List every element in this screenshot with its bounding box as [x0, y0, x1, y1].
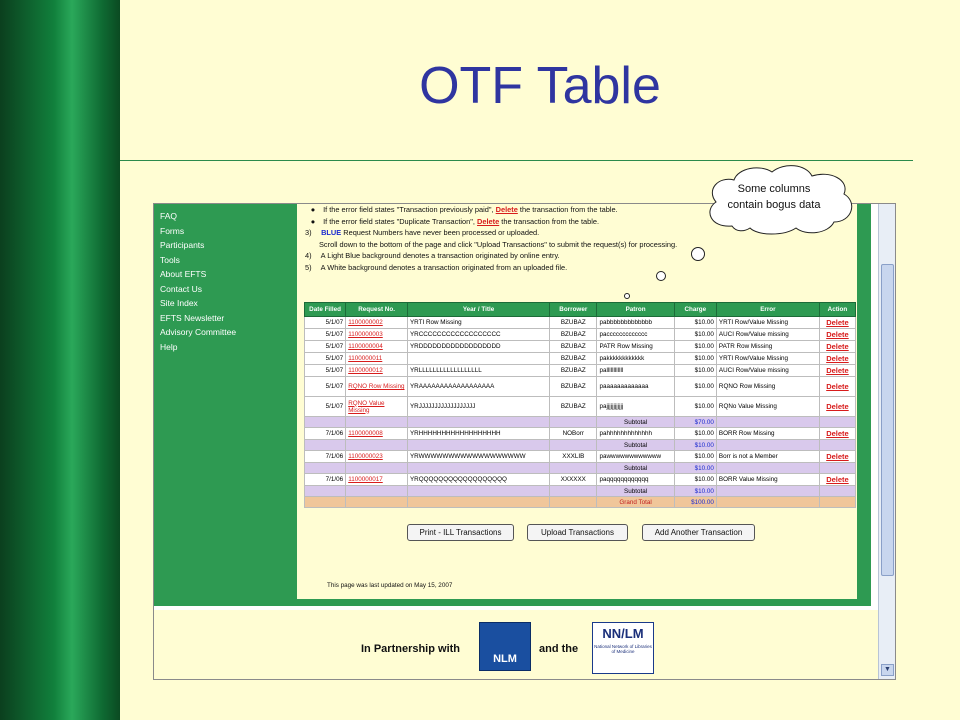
empty-cell — [346, 440, 408, 451]
title-cell: YRHHHHHHHHHHHHHHHHHH — [407, 428, 549, 440]
patron-cell: pajjjjjjjjjjjj — [597, 397, 674, 417]
request-number-link[interactable]: 1100000017 — [346, 474, 408, 486]
table-header-row — [305, 303, 856, 317]
callout-text: Some columns contain bogus data — [727, 183, 821, 211]
delete-link[interactable]: Delete — [819, 353, 855, 365]
slide-title: OTF Table — [419, 57, 661, 115]
sidebar-link[interactable]: Forms — [160, 225, 185, 236]
table-row — [305, 397, 856, 417]
instruction-3: 3) BLUE Request Numbers have never been processed or uploaded. — [305, 228, 540, 237]
sidebar-link[interactable]: Site Index — [160, 298, 198, 308]
empty-cell — [550, 440, 597, 451]
empty-cell — [305, 486, 346, 497]
subtotal-value: $10.00 — [674, 440, 716, 451]
callout-tail-dot — [656, 271, 666, 281]
sidebar-link[interactable]: Participants — [160, 240, 205, 250]
patron-cell: paqqqqqqqqqqqq — [597, 474, 674, 486]
subtotal-label: Subtotal — [597, 417, 674, 428]
subtotal-label: Subtotal — [597, 486, 674, 497]
borrower-cell: XXXLIB — [550, 451, 597, 463]
error-cell: AUCI Row/Value missing — [716, 365, 819, 377]
table-row — [305, 474, 856, 486]
column-header: Patron — [597, 303, 674, 317]
table-row — [305, 377, 856, 397]
empty-cell — [716, 463, 819, 474]
date-cell: 7/1/06 — [305, 474, 346, 486]
subtotal-row — [305, 463, 856, 474]
column-header: Action — [819, 303, 855, 317]
empty-cell — [407, 463, 549, 474]
empty-cell — [819, 417, 855, 428]
empty-cell — [346, 417, 408, 428]
empty-cell — [407, 440, 549, 451]
borrower-cell: XXXXXX — [550, 474, 597, 486]
column-header: Year / Title — [407, 303, 549, 317]
slide-left-bar — [0, 0, 120, 720]
empty-cell — [819, 486, 855, 497]
empty-cell — [305, 417, 346, 428]
charge-cell: $10.00 — [674, 474, 716, 486]
table-row — [305, 317, 856, 329]
request-number-link[interactable]: 1100000011 — [346, 353, 408, 365]
error-cell: BORR Value Missing — [716, 474, 819, 486]
empty-cell — [346, 486, 408, 497]
error-cell: Borr is not a Member — [716, 451, 819, 463]
date-cell: 5/1/07 — [305, 341, 346, 353]
charge-cell: $10.00 — [674, 329, 716, 341]
instruction-4: 4) A Light Blue background denotes a transaction originated by online entry. — [305, 251, 560, 260]
error-cell: PATR Row Missing — [716, 341, 819, 353]
date-cell: 5/1/07 — [305, 317, 346, 329]
delete-link[interactable]: Delete — [819, 341, 855, 353]
borrower-cell: BZUBAZ — [550, 397, 597, 417]
empty-cell — [407, 417, 549, 428]
sidebar-link[interactable]: Contact Us — [160, 283, 203, 294]
column-header: Charge — [674, 303, 716, 317]
patron-cell: paaaaaaaaaaaaa — [597, 377, 674, 397]
borrower-cell: BZUBAZ — [550, 317, 597, 329]
subtotal-value: $10.00 — [674, 486, 716, 497]
request-number-link[interactable]: RQNO Row Missing — [346, 377, 408, 397]
sidebar-link[interactable]: EFTS Newsletter — [160, 312, 225, 323]
instruction-bullet-1: ● If the error field states "Transaction previously paid", Delete the transaction from the table. — [305, 204, 677, 216]
table-row — [305, 451, 856, 463]
charge-cell: $10.00 — [674, 428, 716, 440]
date-cell: 7/1/06 — [305, 451, 346, 463]
title-cell: YRAAAAAAAAAAAAAAAAAA — [407, 377, 549, 397]
scroll-down-icon[interactable]: ▼ — [881, 664, 894, 676]
title-cell: YRCCCCCCCCCCCCCCCCCC — [407, 329, 549, 341]
table-row — [305, 365, 856, 377]
sidebar-link[interactable]: Tools — [160, 254, 180, 265]
title-cell: YRQQQQQQQQQQQQQQQQQQ — [407, 474, 549, 486]
column-header: Error — [716, 303, 819, 317]
nnlm-logo[interactable]: NN/LM National Network of Libraries of Medicine — [592, 622, 654, 674]
bullet-icon: ● — [310, 216, 316, 226]
charge-cell: $10.00 — [674, 341, 716, 353]
empty-cell — [550, 463, 597, 474]
error-cell: RQNo Value Missing — [716, 397, 819, 417]
table-row — [305, 428, 856, 440]
instruction-5: 5) A White background denotes a transaction originated from an uploaded file. — [305, 262, 568, 272]
table-row — [305, 329, 856, 341]
subtotal-row — [305, 486, 856, 497]
empty-cell — [716, 417, 819, 428]
borrower-cell: BZUBAZ — [550, 329, 597, 341]
charge-cell: $10.00 — [674, 365, 716, 377]
sidebar-link[interactable]: About EFTS — [160, 269, 207, 279]
web-page-screenshot — [153, 203, 896, 680]
request-number-link[interactable]: 1100000008 — [346, 428, 408, 440]
grand-total-row — [305, 497, 856, 508]
patron-cell: paccccccccccccc — [597, 329, 674, 341]
otf-table — [304, 302, 856, 508]
grand-total-value: $100.00 — [674, 497, 716, 508]
delete-link[interactable]: Delete — [819, 397, 855, 417]
main-content — [297, 204, 857, 599]
delete-link[interactable]: Delete — [495, 205, 518, 214]
empty-cell — [407, 497, 549, 508]
sidebar-nav — [160, 209, 236, 354]
request-number-link[interactable]: RQNO Value Missing — [346, 397, 408, 417]
delete-link[interactable]: Delete — [819, 317, 855, 329]
patron-cell: pallllllllllll — [597, 365, 674, 377]
borrower-cell: BZUBAZ — [550, 341, 597, 353]
bullet-icon: ● — [310, 205, 316, 214]
upload-transactions-button[interactable]: Upload Transactions — [527, 524, 628, 541]
borrower-cell: BZUBAZ — [550, 365, 597, 377]
last-updated-text: This page was last updated on May 15, 2007 — [327, 582, 453, 589]
empty-cell — [346, 497, 408, 508]
error-cell: BORR Row Missing — [716, 428, 819, 440]
charge-cell: $10.00 — [674, 317, 716, 329]
instructions — [305, 204, 677, 273]
delete-link[interactable]: Delete — [819, 377, 855, 397]
charge-cell: $10.00 — [674, 451, 716, 463]
borrower-cell: BZUBAZ — [550, 377, 597, 397]
patron-cell: pabbbbbbbbbbbbb — [597, 317, 674, 329]
site-frame — [154, 204, 871, 606]
sidebar-link[interactable]: FAQ — [160, 211, 178, 221]
empty-cell — [550, 497, 597, 508]
charge-cell: $10.00 — [674, 353, 716, 365]
add-transaction-button[interactable]: Add Another Transaction — [642, 524, 755, 541]
request-number-link[interactable]: 1100000012 — [346, 365, 408, 377]
date-cell: 5/1/07 — [305, 353, 346, 365]
request-number-link[interactable]: 1100000003 — [346, 329, 408, 341]
delete-link[interactable]: Delete — [477, 216, 500, 226]
subtotal-label: Subtotal — [597, 440, 674, 451]
partner-band — [154, 610, 878, 679]
empty-cell — [716, 486, 819, 497]
title-cell: YRWWWWWWWWWWWWWWWWWW — [407, 451, 549, 463]
date-cell: 7/1/06 — [305, 428, 346, 440]
charge-cell: $10.00 — [674, 397, 716, 417]
empty-cell — [550, 417, 597, 428]
title-cell: YRLLLLLLLLLLLLLLLLLL — [407, 365, 549, 377]
vertical-scrollbar[interactable] — [878, 204, 895, 679]
table-row — [305, 353, 856, 365]
patron-cell: pakkkkkkkkkkkk — [597, 353, 674, 365]
scroll-thumb[interactable] — [881, 264, 894, 576]
subtotal-row — [305, 417, 856, 428]
request-number-link[interactable]: 1100000023 — [346, 451, 408, 463]
title-cell: YRTI Row Missing — [407, 317, 549, 329]
subtotal-row — [305, 440, 856, 451]
title-divider — [120, 160, 913, 161]
charge-cell: $10.00 — [674, 377, 716, 397]
instruction-3-continued: Scroll down to the bottom of the page and click "Upload Transactions" to submit the request(s) for processing. — [319, 239, 678, 249]
empty-cell — [305, 440, 346, 451]
subtotal-label: Subtotal — [597, 463, 674, 474]
request-number-link[interactable]: 1100000002 — [346, 317, 408, 329]
error-cell: AUCI Row/Value missing — [716, 329, 819, 341]
delete-link[interactable]: Delete — [819, 329, 855, 341]
patron-cell: PATR Row Missing — [597, 341, 674, 353]
title-cell: YRJJJJJJJJJJJJJJJJJJ — [407, 397, 549, 417]
sidebar-link[interactable]: Advisory Committee — [160, 327, 237, 337]
empty-cell — [305, 497, 346, 508]
date-cell: 5/1/07 — [305, 377, 346, 397]
empty-cell — [346, 463, 408, 474]
subtotal-value: $10.00 — [674, 463, 716, 474]
title-cell — [407, 353, 549, 365]
instruction-bullet-2: ● If the error field states "Duplicate Transaction", Delete the transaction from the table. — [305, 216, 677, 228]
column-header: Request No. — [346, 303, 408, 317]
patron-cell: pahhhhhhhhhhhhh — [597, 428, 674, 440]
error-cell: YRTI Row/Value Missing — [716, 317, 819, 329]
empty-cell — [716, 440, 819, 451]
request-number-link[interactable]: 1100000004 — [346, 341, 408, 353]
error-cell: RQNO Row Missing — [716, 377, 819, 397]
and-the-label: and the — [539, 643, 579, 655]
borrower-cell: BZUBAZ — [550, 353, 597, 365]
title-cell: YRDDDDDDDDDDDDDDDDDD — [407, 341, 549, 353]
web-page-area — [154, 204, 878, 679]
delete-link[interactable]: Delete — [819, 451, 855, 463]
partnership-label: In Partnership with — [361, 643, 461, 655]
empty-cell — [819, 497, 855, 508]
nlm-logo[interactable]: NLM — [479, 622, 531, 671]
empty-cell — [716, 497, 819, 508]
print-ill-button[interactable]: Print - ILL Transactions — [407, 524, 514, 541]
column-header: Borrower — [550, 303, 597, 317]
grand-total-label: Grand Total — [597, 497, 674, 508]
subtotal-value: $70.00 — [674, 417, 716, 428]
delete-link[interactable]: Delete — [819, 365, 855, 377]
borrower-cell: NOBorr — [550, 428, 597, 440]
sidebar-link[interactable]: Help — [160, 341, 178, 352]
empty-cell — [305, 463, 346, 474]
callout-tail-dot — [691, 247, 705, 261]
empty-cell — [550, 486, 597, 497]
column-header: Date Filled — [305, 303, 346, 317]
error-cell: YRTI Row/Value Missing — [716, 353, 819, 365]
patron-cell: pawwwwwwwwwwww — [597, 451, 674, 463]
empty-cell — [819, 463, 855, 474]
empty-cell — [407, 486, 549, 497]
delete-link[interactable]: Delete — [819, 428, 855, 440]
callout-tail-dot — [624, 293, 630, 299]
table-row — [305, 341, 856, 353]
date-cell: 5/1/07 — [305, 397, 346, 417]
date-cell: 5/1/07 — [305, 329, 346, 341]
empty-cell — [819, 440, 855, 451]
delete-link[interactable]: Delete — [819, 474, 855, 486]
date-cell: 5/1/07 — [305, 365, 346, 377]
